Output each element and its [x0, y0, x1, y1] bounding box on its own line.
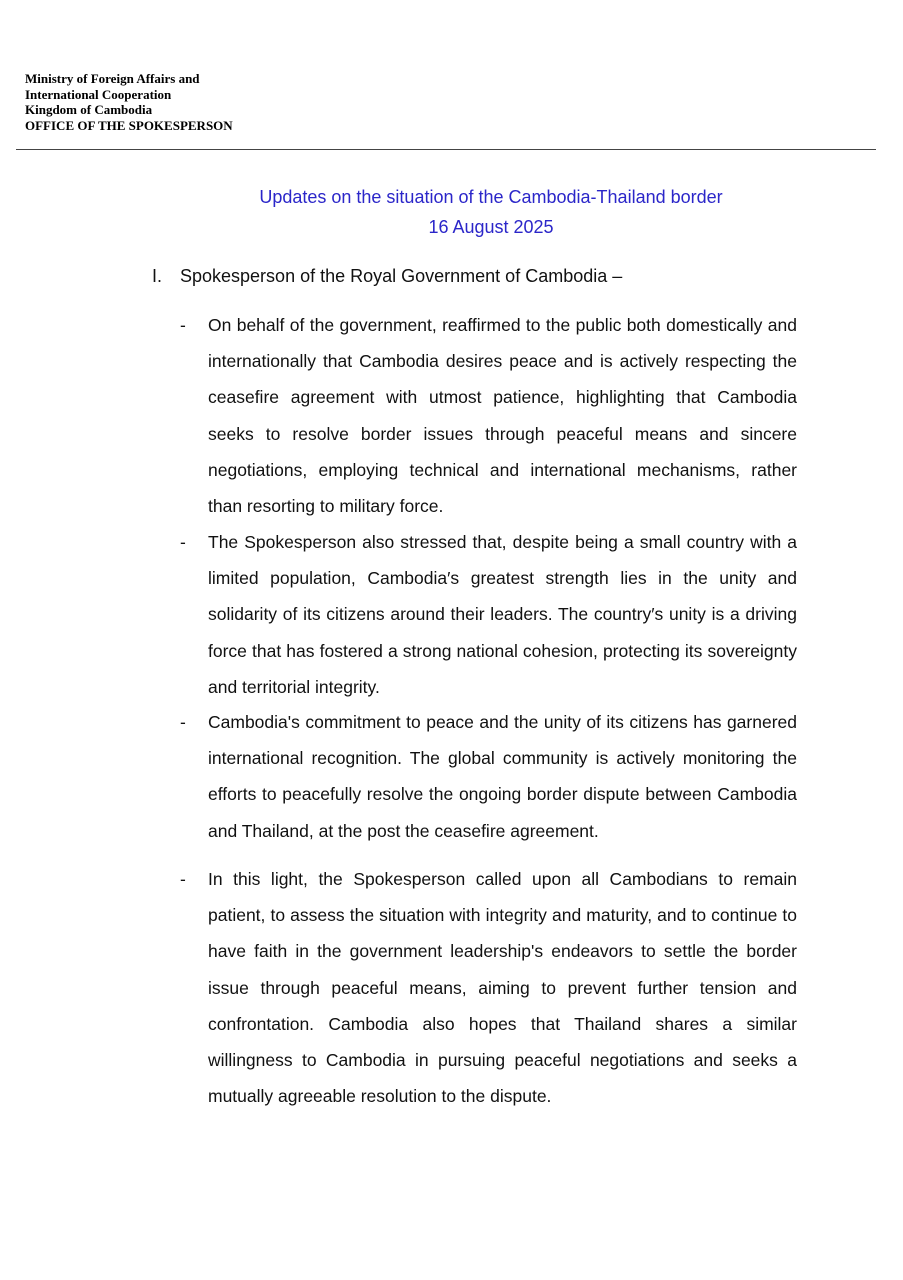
letterhead-cooperation-line: International Cooperation — [25, 86, 172, 102]
header-divider — [16, 149, 876, 150]
letterhead — [25, 71, 233, 134]
bullet-item — [180, 307, 797, 524]
letterhead-ministry-line: Ministry of Foreign Affairs and — [25, 71, 200, 86]
bullet-marker: - — [180, 315, 186, 335]
bullet-text: The Spokesperson also stressed that, despite being a small country with a limited population, Cambodia′s greatest strength lies in the unity and solidarity of its citizens around their leaders. The country′s unity is a driving force that has fostered a strong national cohesion, protecting its sovereignty and territorial integrity. — [208, 532, 797, 697]
letterhead-kingdom-line: Kingdom of Cambodia — [25, 102, 153, 118]
letterhead-office-line: OFFICE OF THE SPOKESPERSON — [25, 118, 233, 134]
bullet-text: On behalf of the government, reaffirmed to the public both domestically and internationally that Cambodia desires peace and is actively respecting the ceasefire agreement with utmost patience, highlighting that Cambodia seeks to resolve border issues through peaceful means and sincere negotiations, employing technical and international mechanisms, rather than resorting to military force. — [208, 315, 797, 517]
bullet-marker: - — [180, 712, 186, 732]
document-date: 16 August 2025 — [428, 217, 554, 237]
bullet-marker: - — [180, 869, 186, 889]
section-number: I. — [152, 266, 163, 286]
bullet-marker: - — [180, 532, 186, 552]
bullet-text: In this light, the Spokesperson called upon all Cambodians to remain patient, to assess the situation with integrity and maturity, and to continue to have faith in the government leadership's endeavors to settle the border issue through peaceful means, aiming to prevent further tension and confrontation. Cambodia also hopes that Thailand shares a similar willingness to Cambodia in pursuing peaceful negotiations and seeks a mutually agreeable resolution to the dispute. — [208, 869, 797, 1107]
section-heading — [152, 264, 622, 288]
document-title — [0, 182, 903, 242]
bullet-item — [180, 861, 797, 1114]
bullet-text: Cambodia's commitment to peace and the unity of its citizens has garnered international recognition. The global community is actively monitoring the efforts to peacefully resolve the ongoing border dispute between Cambodia and Thailand, at the post the ceasefire agreement. — [208, 712, 797, 841]
section-heading-text: Spokesperson of the Royal Government of Cambodia – — [180, 266, 623, 286]
document-title-line: Updates on the situation of the Cambodia-Thailand border — [259, 187, 723, 207]
bullet-item — [180, 524, 797, 705]
bullet-item — [180, 704, 797, 849]
